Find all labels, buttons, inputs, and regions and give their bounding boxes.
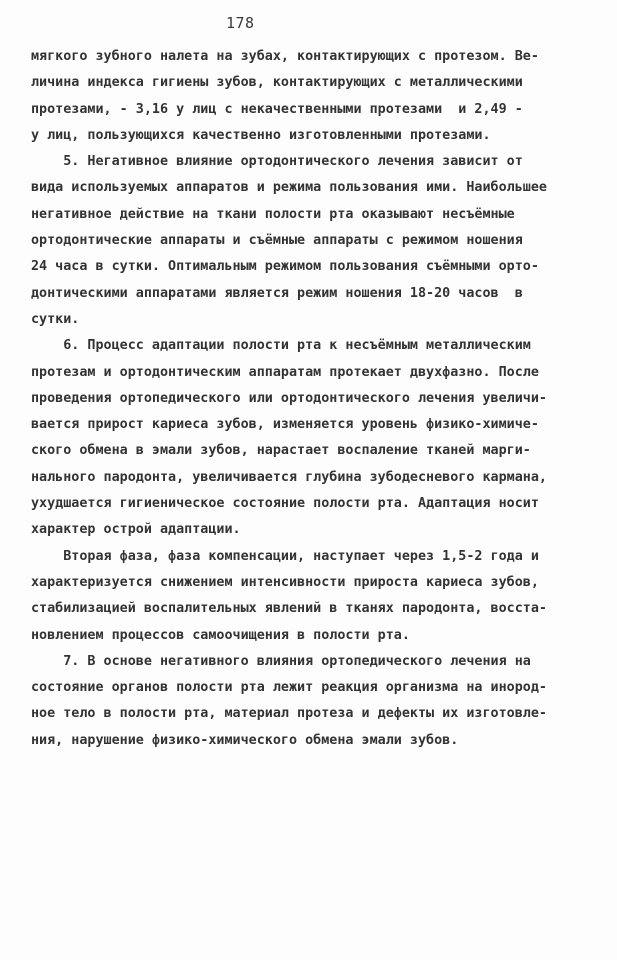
text-line: вида используемых аппаратов и режима пользования ими. Наибольшее: [31, 180, 547, 196]
text-line: 6. Процесс адаптации полости рта к несъёмным металлическим: [31, 338, 531, 354]
text-line: 7. В основе негативного влияния ортопедического лечения на: [31, 653, 531, 669]
text-line: нального пародонта, увеличивается глубина зубодесневого кармана,: [31, 469, 547, 485]
text-line: 24 часа в сутки. Оптимальным режимом пользования съёмными орто-: [31, 259, 539, 275]
text-line: состояние органов полости рта лежит реакция организма на инород-: [31, 680, 547, 696]
text-line: ния, нарушение физико-химического обмена эмали зубов.: [31, 732, 459, 748]
text-line: личина индекса гигиены зубов, контактирующих с металлическими: [31, 75, 523, 91]
text-line: характеризуется снижением интенсивности прироста кариеса зубов,: [31, 574, 539, 590]
text-line: протезам и ортодонтическим аппаратам протекает двухфазно. После: [31, 364, 539, 380]
text-line: стабилизацией воспалительных явлений в тканях пародонта, восста-: [31, 601, 547, 617]
text-line: негативное действие на ткани полости рта оказывают несъёмные: [31, 206, 515, 222]
text-line: новлением процессов самоочищения в полости рта.: [31, 627, 410, 643]
body-text: [31, 44, 579, 754]
text-line: сутки.: [31, 311, 80, 327]
text-line: мягкого зубного налета на зубах, контактирующих с протезом. Ве-: [31, 49, 539, 64]
text-line: Вторая фаза, фаза компенсации, наступает через 1,5-2 года и: [31, 548, 539, 564]
page-number: 178: [226, 14, 255, 32]
text-line: ухудшается гигиеническое состояние полости рта. Адаптация носит: [31, 496, 539, 512]
text-line: 5. Негативное влияние ортодонтического лечения зависит от: [31, 154, 523, 170]
text-line: характер острой адаптации.: [31, 522, 241, 538]
text-line: ное тело в полости рта, материал протеза и дефекты их изготовле-: [31, 706, 547, 722]
text-line: протезами, - 3,16 у лиц с некачественными протезами и 2,49 -: [31, 101, 523, 117]
text-line: у лиц, пользующихся качественно изготовленными протезами.: [31, 127, 491, 143]
text-line: вается прирост кариеса зубов, изменяется уровень физико-химиче-: [31, 417, 539, 433]
text-line: ского обмена в эмали зубов, нарастает воспаление тканей марги-: [31, 443, 531, 459]
text-line: проведения ортопедического или ортодонтического лечения увеличи-: [31, 390, 547, 406]
text-line: ортодонтические аппараты и съёмные аппараты с режимом ношения: [31, 233, 523, 249]
text-line: донтическими аппаратами является режим ношения 18-20 часов в: [31, 285, 523, 301]
